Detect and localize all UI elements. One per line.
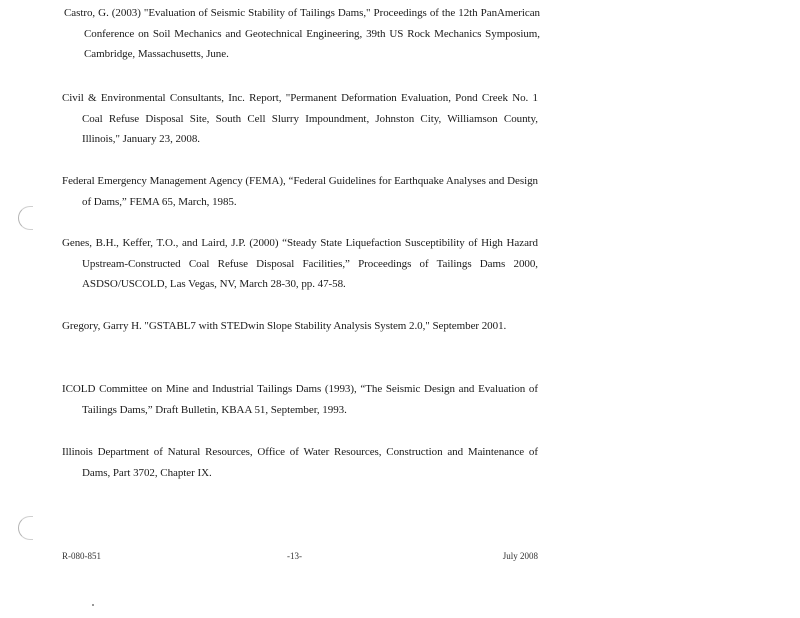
report-number: R-080-851 — [62, 551, 101, 561]
footer-date: July 2008 — [502, 551, 538, 561]
page-footer — [62, 551, 538, 565]
reference-entry: Civil & Environmental Consultants, Inc. Report, "Permanent Deformation Evaluation, Pond Creek No. 1 Coal Refuse Disposal Site, South Cell Slurry Impoundment, Johnston City, Williamson County, Illinois," January 23, 2008. — [62, 92, 538, 145]
reference-entry: Castro, G. (2003) "Evaluation of Seismic Stability of Tailings Dams," Proceedings of the 12th PanAmerican Conference on Soil Mechanics and Geotechnical Engineering, 39th US Rock Mechanics Symposium, Cambridge, Massachusetts, June. — [64, 7, 540, 60]
page-number: -13- — [287, 551, 302, 561]
reference-entry: Federal Emergency Management Agency (FEMA), “Federal Guidelines for Earthquake Analyses and Design of Dams,” FEMA 65, March, 1985. — [62, 175, 538, 208]
scan-speck — [92, 604, 94, 606]
reference-entry: ICOLD Committee on Mine and Industrial Tailings Dams (1993), “The Seismic Design and Evaluation of Tailings Dams,” Draft Bulletin, KBAA 51, September, 1993. — [62, 383, 538, 416]
reference-entry: Genes, B.H., Keffer, T.O., and Laird, J.P. (2000) “Steady State Liquefaction Susceptibility of High Hazard Upstream-Constructed Coal Refuse Disposal Facilities,” Proceedings of Tailings Dams 2000, ASDSO/USCOLD, Las Vegas, NV, March 28-30, pp. 47-58. — [62, 237, 538, 290]
reference-entry: Illinois Department of Natural Resources, Office of Water Resources, Construction and Maintenance of Dams, Part 3702, Chapter IX. — [62, 446, 538, 479]
reference-entry: Gregory, Garry H. "GSTABL7 with STEDwin Slope Stability Analysis System 2.0," September 2001. — [62, 320, 507, 332]
